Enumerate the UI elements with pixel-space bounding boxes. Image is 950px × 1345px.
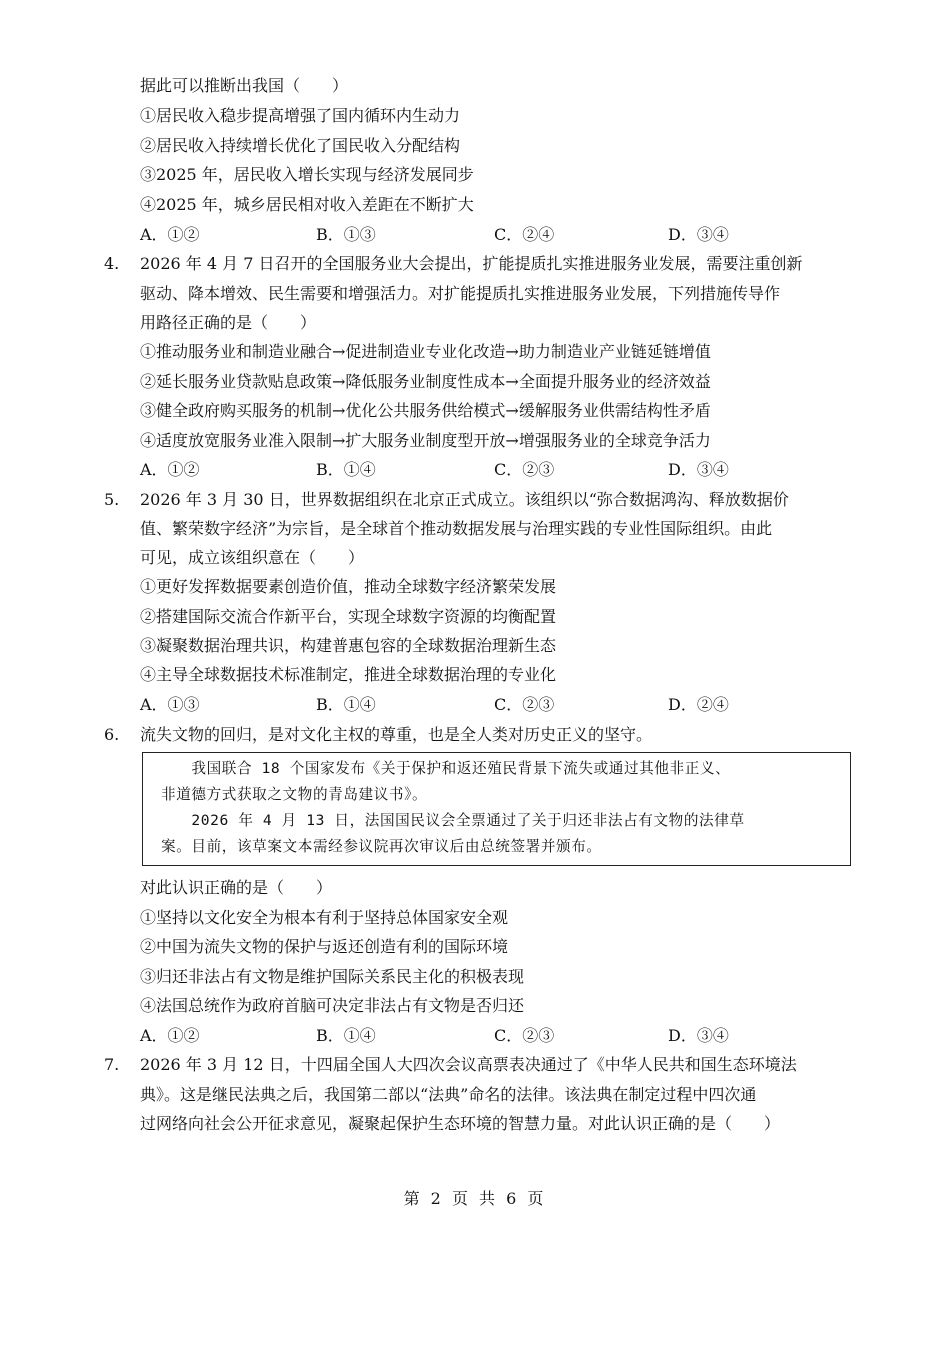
- q4-stem-line-3: 用路径正确的是（ ）: [140, 313, 317, 332]
- q4-option-a: A．①②: [140, 460, 200, 479]
- material-line-1: 我国联合 18 个国家发布《关于保护和返还殖民背景下流失或通过其他非正义、: [161, 760, 731, 777]
- q4-option-b: B．①④: [316, 460, 376, 479]
- q5-option-d: D．②④: [668, 695, 729, 714]
- q5-statement-4: ④主导全球数据技术标准制定，推进全球数据治理的专业化: [140, 665, 557, 684]
- q6-option-a: A．①②: [140, 1026, 200, 1045]
- q5-option-c: C．②③: [494, 695, 555, 714]
- q7-stem-line-3: 过网络向社会公开征求意见，凝聚起保护生态环境的智慧力量。对此认识正确的是（ ）: [140, 1114, 781, 1133]
- q6-number: 6.: [104, 725, 120, 744]
- q5-stem-line-3: 可见，成立该组织意在（ ）: [140, 548, 365, 567]
- q5-option-b: B．①④: [316, 695, 376, 714]
- q6-stem: 流失文物的回归，是对文化主权的尊重，也是全人类对历史正义的坚守。: [140, 725, 653, 744]
- material-line-4: 案。目前，该草案文本需经参议院再次审议后由总统签署并颁布。: [161, 838, 602, 855]
- q7-stem-line-1: 2026 年 3 月 12 日，十四届全国人大四次会议高票表决通过了《中华人民共和国生态环境法: [140, 1055, 797, 1074]
- q4-stem-line-1: 2026 年 4 月 7 日召开的全国服务业大会提出，扩能提质扎实推进服务业发展，需要注重创新: [140, 254, 803, 273]
- q6-option-c: C．②③: [494, 1026, 555, 1045]
- q5-stem-line-1: 2026 年 3 月 30 日，世界数据组织在北京正式成立。该组织以“弥合数据鸿沟、释放数据价: [140, 490, 789, 509]
- q5-statement-1: ①更好发挥数据要素创造价值，推动全球数字经济繁荣发展: [140, 577, 557, 596]
- q4-option-d: D．③④: [668, 460, 729, 479]
- page-footer: 第 2 页 共 6 页: [403, 1189, 547, 1208]
- material-line-3: 2026 年 4 月 13 日，法国国民议会全票通过了关于归还非法占有文物的法律草: [161, 812, 745, 829]
- q3-option-d: D．③④: [668, 225, 729, 244]
- q4-statement-1: ①推动服务业和制造业融合→促进制造业专业化改造→助力制造业产业链延链增值: [140, 342, 711, 361]
- q6-statement-2: ②中国为流失文物的保护与返还创造有利的国际环境: [140, 937, 509, 956]
- q4-stem-line-2: 驱动、降本增效、民生需要和增强活力。对扩能提质扎实推进服务业发展，下列措施传导作: [140, 284, 781, 303]
- material-line-2: 非道德方式获取之文物的青岛建议书》。: [161, 786, 428, 803]
- q4-statement-4: ④适度放宽服务业准入限制→扩大服务业制度型开放→增强服务业的全球竞争活力: [140, 431, 711, 450]
- q4-statement-3: ③健全政府购买服务的机制→优化公共服务供给模式→缓解服务业供需结构性矛盾: [140, 401, 711, 420]
- material-box: [142, 752, 851, 866]
- q5-statement-2: ②搭建国际交流合作新平台，实现全球数字资源的均衡配置: [140, 607, 557, 626]
- q6-statement-1: ①坚持以文化安全为根本有利于坚持总体国家安全观: [140, 908, 509, 927]
- q3-option-a: A．①②: [140, 225, 200, 244]
- q7-stem-line-2: 典》。这是继民法典之后，我国第二部以“法典”命名的法律。该法典在制定过程中四次通: [140, 1085, 757, 1104]
- q6-question: 对此认识正确的是（ ）: [140, 878, 333, 897]
- q5-stem-line-2: 值、繁荣数字经济”为宗旨，是全球首个推动数据发展与治理实践的专业性国际组织。由此: [140, 519, 773, 538]
- q3-stem: 据此可以推断出我国（ ）: [140, 76, 349, 95]
- q4-option-c: C．②③: [494, 460, 555, 479]
- q5-number: 5.: [104, 490, 120, 509]
- q6-option-d: D．③④: [668, 1026, 729, 1045]
- q3-statement-4: ④2025 年，城乡居民相对收入差距在不断扩大: [140, 195, 474, 214]
- q6-option-b: B．①④: [316, 1026, 376, 1045]
- q6-statement-3: ③归还非法占有文物是维护国际关系民主化的积极表现: [140, 967, 525, 986]
- q3-option-b: B．①③: [316, 225, 376, 244]
- q3-statement-2: ②居民收入持续增长优化了国民收入分配结构: [140, 136, 461, 155]
- q7-number: 7.: [104, 1055, 120, 1074]
- q4-statement-2: ②延长服务业贷款贴息政策→降低服务业制度性成本→全面提升服务业的经济效益: [140, 372, 711, 391]
- q4-number: 4.: [104, 254, 120, 273]
- q5-statement-3: ③凝聚数据治理共识，构建普惠包容的全球数据治理新生态: [140, 636, 557, 655]
- q3-option-c: C．②④: [494, 225, 555, 244]
- q6-statement-4: ④法国总统作为政府首脑可决定非法占有文物是否归还: [140, 996, 525, 1015]
- q3-statement-1: ①居民收入稳步提高增强了国内循环内生动力: [140, 106, 461, 125]
- q3-statement-3: ③2025 年，居民收入增长实现与经济发展同步: [140, 165, 474, 184]
- q5-option-a: A．①③: [140, 695, 200, 714]
